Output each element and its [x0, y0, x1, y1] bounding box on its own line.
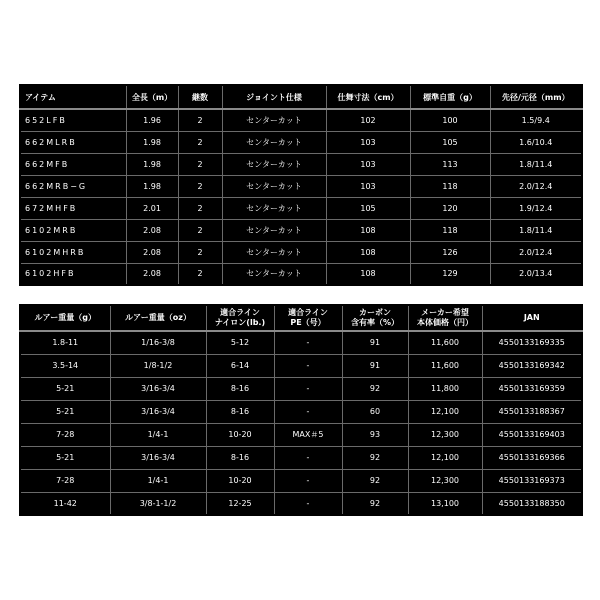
cell-closed-length: 108 [326, 263, 410, 285]
header-pieces: 継数 [178, 85, 222, 109]
header-text: ルアー重量（g） [34, 313, 96, 322]
header-length: 全長（m） [126, 85, 178, 109]
table-row [20, 331, 582, 354]
cell-diameter: 2.0/12.4 [490, 241, 582, 263]
cell-item: 6102MRB [20, 219, 126, 241]
header-joint: ジョイント仕様 [222, 85, 326, 109]
header-jan [482, 305, 582, 331]
header-text: 適合ライン [220, 308, 260, 317]
cell-jan: 4550133169335 [482, 331, 582, 354]
cell-line-nylon: 12-25 [206, 492, 274, 515]
cell-length: 2.08 [126, 241, 178, 263]
cell-price: 12,300 [408, 469, 482, 492]
cell-lure-weight-g: 5-21 [20, 446, 110, 469]
cell-price: 13,100 [408, 492, 482, 515]
cell-joint: センターカット [222, 175, 326, 197]
cell-pieces: 2 [178, 241, 222, 263]
spec-table-detail-body [20, 331, 582, 515]
cell-diameter: 1.5/9.4 [490, 109, 582, 131]
cell-weight: 113 [410, 153, 490, 175]
cell-line-pe: - [274, 469, 342, 492]
cell-length: 2.08 [126, 219, 178, 241]
cell-line-nylon: 8-16 [206, 400, 274, 423]
header-text: ナイロン(lb.) [214, 318, 266, 327]
header-text: ルアー重量（oz） [125, 313, 191, 322]
table-row [20, 241, 582, 263]
cell-weight: 105 [410, 131, 490, 153]
cell-closed-length: 102 [326, 109, 410, 131]
cell-line-nylon: 10-20 [206, 423, 274, 446]
cell-carbon: 92 [342, 492, 408, 515]
cell-carbon: 93 [342, 423, 408, 446]
cell-lure-weight-g: 7-28 [20, 423, 110, 446]
header-text: 適合ライン [288, 308, 328, 317]
cell-lure-weight-oz: 1/4-1 [110, 469, 206, 492]
cell-lure-weight-g: 5-21 [20, 400, 110, 423]
cell-jan: 4550133169366 [482, 446, 582, 469]
table-row [20, 197, 582, 219]
cell-line-pe: - [274, 446, 342, 469]
cell-weight: 100 [410, 109, 490, 131]
table-row [20, 423, 582, 446]
cell-length: 2.08 [126, 263, 178, 285]
cell-joint: センターカット [222, 131, 326, 153]
cell-pieces: 2 [178, 197, 222, 219]
cell-length: 2.01 [126, 197, 178, 219]
cell-diameter: 1.8/11.4 [490, 153, 582, 175]
cell-price: 11,600 [408, 331, 482, 354]
header-price [408, 305, 482, 331]
cell-joint: センターカット [222, 109, 326, 131]
cell-weight: 129 [410, 263, 490, 285]
cell-length: 1.96 [126, 109, 178, 131]
cell-line-pe: MAX＃5 [274, 423, 342, 446]
spec-table-main [19, 84, 583, 286]
cell-carbon: 92 [342, 446, 408, 469]
header-lure-weight-g [20, 305, 110, 331]
table-row [20, 131, 582, 153]
cell-line-nylon: 8-16 [206, 446, 274, 469]
cell-diameter: 1.6/10.4 [490, 131, 582, 153]
header-lure-weight-oz [110, 305, 206, 331]
cell-price: 12,100 [408, 400, 482, 423]
cell-diameter: 2.0/12.4 [490, 175, 582, 197]
table-row [20, 263, 582, 285]
cell-joint: センターカット [222, 153, 326, 175]
cell-item: 652LFB [20, 109, 126, 131]
cell-lure-weight-oz: 3/16-3/4 [110, 377, 206, 400]
cell-line-pe: - [274, 354, 342, 377]
header-carbon [342, 305, 408, 331]
header-line-nylon [206, 305, 274, 331]
cell-line-nylon: 8-16 [206, 377, 274, 400]
table-row [20, 377, 582, 400]
header-weight: 標準自重（g） [410, 85, 490, 109]
cell-weight: 118 [410, 175, 490, 197]
table-row [20, 175, 582, 197]
header-closed-length: 仕舞寸法（cm） [326, 85, 410, 109]
cell-diameter: 1.8/11.4 [490, 219, 582, 241]
cell-price: 11,600 [408, 354, 482, 377]
cell-jan: 4550133169403 [482, 423, 582, 446]
cell-weight: 126 [410, 241, 490, 263]
table-row [20, 446, 582, 469]
cell-carbon: 91 [342, 331, 408, 354]
cell-carbon: 91 [342, 354, 408, 377]
header-diameter: 先径/元径（mm） [490, 85, 582, 109]
cell-diameter: 2.0/13.4 [490, 263, 582, 285]
spec-table-main-body [20, 109, 582, 285]
cell-item: 6102HFB [20, 263, 126, 285]
cell-lure-weight-oz: 3/16-3/4 [110, 446, 206, 469]
cell-item: 662MRB−G [20, 175, 126, 197]
cell-weight: 118 [410, 219, 490, 241]
table-row [20, 109, 582, 131]
cell-price: 12,300 [408, 423, 482, 446]
table-row [20, 153, 582, 175]
cell-joint: センターカット [222, 263, 326, 285]
cell-line-pe: - [274, 492, 342, 515]
cell-jan: 4550133188350 [482, 492, 582, 515]
cell-price: 11,800 [408, 377, 482, 400]
cell-item: 6102MHRB [20, 241, 126, 263]
cell-joint: センターカット [222, 219, 326, 241]
cell-lure-weight-g: 1.8-11 [20, 331, 110, 354]
cell-line-nylon: 5-12 [206, 331, 274, 354]
header-text: PE（号） [290, 318, 326, 327]
cell-pieces: 2 [178, 263, 222, 285]
cell-line-pe: - [274, 377, 342, 400]
header-text: カーボン [359, 308, 391, 317]
table-row [20, 219, 582, 241]
cell-length: 1.98 [126, 131, 178, 153]
cell-price: 12,100 [408, 446, 482, 469]
cell-lure-weight-g: 3.5-14 [20, 354, 110, 377]
cell-item: 662MFB [20, 153, 126, 175]
cell-lure-weight-g: 11-42 [20, 492, 110, 515]
cell-lure-weight-g: 7-28 [20, 469, 110, 492]
cell-pieces: 2 [178, 109, 222, 131]
cell-joint: センターカット [222, 241, 326, 263]
table-header-row [20, 305, 582, 331]
cell-weight: 120 [410, 197, 490, 219]
cell-lure-weight-oz: 3/16-3/4 [110, 400, 206, 423]
cell-joint: センターカット [222, 197, 326, 219]
cell-pieces: 2 [178, 219, 222, 241]
cell-pieces: 2 [178, 153, 222, 175]
table-row [20, 354, 582, 377]
cell-carbon: 92 [342, 377, 408, 400]
cell-line-nylon: 10-20 [206, 469, 274, 492]
cell-line-nylon: 6-14 [206, 354, 274, 377]
cell-closed-length: 103 [326, 175, 410, 197]
header-text: 含有率（%） [350, 318, 399, 327]
cell-length: 1.98 [126, 175, 178, 197]
cell-closed-length: 108 [326, 241, 410, 263]
cell-lure-weight-oz: 1/8-1/2 [110, 354, 206, 377]
cell-lure-weight-oz: 1/16-3/8 [110, 331, 206, 354]
cell-lure-weight-oz: 3/8-1-1/2 [110, 492, 206, 515]
header-text: メーカー希望 [421, 308, 469, 317]
cell-closed-length: 108 [326, 219, 410, 241]
cell-jan: 4550133169359 [482, 377, 582, 400]
cell-item: 662MLRB [20, 131, 126, 153]
cell-closed-length: 105 [326, 197, 410, 219]
cell-item: 672MHFB [20, 197, 126, 219]
cell-lure-weight-oz: 1/4-1 [110, 423, 206, 446]
cell-jan: 4550133169342 [482, 354, 582, 377]
cell-jan: 4550133188367 [482, 400, 582, 423]
header-text: 本体価格（円） [417, 318, 473, 327]
cell-pieces: 2 [178, 131, 222, 153]
table-row [20, 469, 582, 492]
cell-closed-length: 103 [326, 153, 410, 175]
table-row [20, 400, 582, 423]
cell-length: 1.98 [126, 153, 178, 175]
spec-table-detail [19, 304, 583, 516]
header-text: JAN [523, 313, 540, 322]
cell-pieces: 2 [178, 175, 222, 197]
table-header-row [20, 85, 582, 109]
cell-carbon: 92 [342, 469, 408, 492]
cell-lure-weight-g: 5-21 [20, 377, 110, 400]
header-line-pe [274, 305, 342, 331]
cell-jan: 4550133169373 [482, 469, 582, 492]
cell-closed-length: 103 [326, 131, 410, 153]
cell-diameter: 1.9/12.4 [490, 197, 582, 219]
cell-carbon: 60 [342, 400, 408, 423]
cell-line-pe: - [274, 400, 342, 423]
table-row [20, 492, 582, 515]
cell-line-pe: - [274, 331, 342, 354]
header-item: アイテム [20, 85, 126, 109]
